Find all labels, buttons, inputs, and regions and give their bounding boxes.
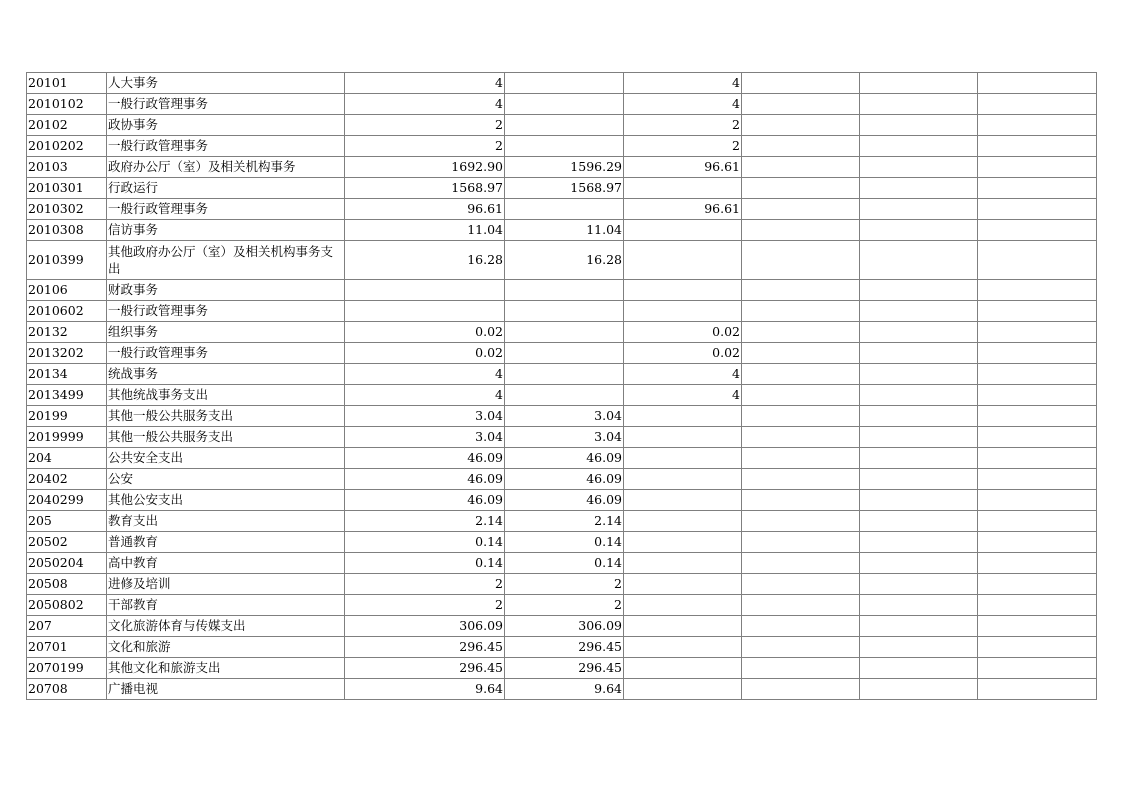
cell-empty: [860, 241, 978, 280]
cell-empty: [978, 220, 1097, 241]
cell-empty: [978, 241, 1097, 280]
cell-code: 20106: [27, 280, 107, 301]
table-row: [27, 574, 1097, 595]
cell-name: 教育支出: [107, 511, 345, 532]
cell-project: [624, 574, 742, 595]
cell-empty: [742, 385, 860, 406]
cell-total: 4: [345, 364, 505, 385]
cell-empty: [860, 406, 978, 427]
table-row: [27, 157, 1097, 178]
cell-total: 46.09: [345, 490, 505, 511]
cell-project: 4: [624, 94, 742, 115]
cell-empty: [860, 658, 978, 679]
cell-empty: [742, 679, 860, 700]
table-row: [27, 136, 1097, 157]
cell-empty: [742, 199, 860, 220]
cell-empty: [860, 595, 978, 616]
cell-name: 信访事务: [107, 220, 345, 241]
cell-total: 306.09: [345, 616, 505, 637]
table-row: [27, 616, 1097, 637]
table-row: [27, 115, 1097, 136]
cell-total: 46.09: [345, 448, 505, 469]
cell-project: [624, 511, 742, 532]
cell-empty: [978, 280, 1097, 301]
cell-empty: [860, 178, 978, 199]
cell-empty: [742, 280, 860, 301]
cell-project: [624, 280, 742, 301]
cell-project: 2: [624, 115, 742, 136]
cell-project: [624, 220, 742, 241]
cell-empty: [742, 301, 860, 322]
cell-code: 20103: [27, 157, 107, 178]
cell-name: 其他一般公共服务支出: [107, 406, 345, 427]
cell-empty: [978, 532, 1097, 553]
cell-code: 20132: [27, 322, 107, 343]
cell-empty: [978, 448, 1097, 469]
cell-empty: [978, 94, 1097, 115]
cell-empty: [978, 427, 1097, 448]
cell-empty: [978, 406, 1097, 427]
table-row: [27, 241, 1097, 280]
table-row: [27, 490, 1097, 511]
cell-code: 20508: [27, 574, 107, 595]
cell-code: 20402: [27, 469, 107, 490]
cell-empty: [978, 658, 1097, 679]
cell-name: 一般行政管理事务: [107, 94, 345, 115]
cell-empty: [978, 511, 1097, 532]
cell-basic: 306.09: [505, 616, 624, 637]
cell-basic: 2.14: [505, 511, 624, 532]
cell-basic: [505, 364, 624, 385]
cell-empty: [978, 322, 1097, 343]
cell-name: 其他政府办公厅（室）及相关机构事务支出: [107, 241, 345, 280]
cell-basic: [505, 115, 624, 136]
cell-code: 2019999: [27, 427, 107, 448]
cell-basic: 9.64: [505, 679, 624, 700]
cell-total: 16.28: [345, 241, 505, 280]
cell-name: 公共安全支出: [107, 448, 345, 469]
table-row: [27, 94, 1097, 115]
cell-empty: [742, 553, 860, 574]
table-row: [27, 343, 1097, 364]
cell-empty: [860, 157, 978, 178]
cell-name: 干部教育: [107, 595, 345, 616]
cell-code: 2010602: [27, 301, 107, 322]
cell-empty: [978, 637, 1097, 658]
cell-code: 20102: [27, 115, 107, 136]
cell-project: 4: [624, 73, 742, 94]
cell-total: 4: [345, 94, 505, 115]
table-row: [27, 427, 1097, 448]
cell-code: 2010399: [27, 241, 107, 280]
cell-name: 普通教育: [107, 532, 345, 553]
cell-project: 4: [624, 385, 742, 406]
cell-empty: [860, 136, 978, 157]
cell-total: 2: [345, 574, 505, 595]
cell-total: [345, 301, 505, 322]
table-row: [27, 658, 1097, 679]
cell-empty: [742, 220, 860, 241]
cell-project: [624, 532, 742, 553]
cell-name: 一般行政管理事务: [107, 343, 345, 364]
cell-total: 0.02: [345, 343, 505, 364]
cell-empty: [860, 427, 978, 448]
cell-basic: 2: [505, 574, 624, 595]
cell-basic: [505, 94, 624, 115]
cell-code: 20502: [27, 532, 107, 553]
cell-total: 296.45: [345, 658, 505, 679]
table-row: [27, 595, 1097, 616]
cell-empty: [860, 364, 978, 385]
cell-empty: [978, 595, 1097, 616]
cell-empty: [978, 490, 1097, 511]
cell-basic: 3.04: [505, 406, 624, 427]
cell-project: [624, 490, 742, 511]
table-row: [27, 385, 1097, 406]
cell-empty: [860, 679, 978, 700]
cell-empty: [978, 157, 1097, 178]
cell-empty: [978, 616, 1097, 637]
cell-empty: [860, 448, 978, 469]
cell-project: 4: [624, 364, 742, 385]
cell-project: [624, 427, 742, 448]
cell-project: [624, 595, 742, 616]
cell-total: 3.04: [345, 427, 505, 448]
cell-code: 205: [27, 511, 107, 532]
cell-project: [624, 658, 742, 679]
cell-total: 1692.90: [345, 157, 505, 178]
cell-empty: [978, 136, 1097, 157]
table-row: [27, 448, 1097, 469]
cell-total: [345, 280, 505, 301]
cell-code: 20134: [27, 364, 107, 385]
cell-empty: [978, 385, 1097, 406]
table-row: [27, 679, 1097, 700]
cell-basic: 0.14: [505, 532, 624, 553]
cell-project: 96.61: [624, 199, 742, 220]
cell-basic: [505, 343, 624, 364]
cell-project: [624, 406, 742, 427]
cell-name: 其他统战事务支出: [107, 385, 345, 406]
cell-empty: [742, 115, 860, 136]
cell-code: 2040299: [27, 490, 107, 511]
cell-name: 政协事务: [107, 115, 345, 136]
cell-empty: [978, 574, 1097, 595]
cell-empty: [978, 115, 1097, 136]
cell-code: 204: [27, 448, 107, 469]
cell-empty: [742, 136, 860, 157]
cell-empty: [860, 532, 978, 553]
cell-empty: [860, 280, 978, 301]
cell-name: 一般行政管理事务: [107, 136, 345, 157]
cell-code: 20101: [27, 73, 107, 94]
cell-project: 96.61: [624, 157, 742, 178]
cell-name: 进修及培训: [107, 574, 345, 595]
cell-empty: [860, 616, 978, 637]
cell-name: 广播电视: [107, 679, 345, 700]
cell-code: 2050802: [27, 595, 107, 616]
cell-total: 2: [345, 595, 505, 616]
cell-empty: [742, 178, 860, 199]
cell-project: 2: [624, 136, 742, 157]
cell-name: 行政运行: [107, 178, 345, 199]
cell-code: 20199: [27, 406, 107, 427]
cell-project: [624, 553, 742, 574]
expenditure-table: [26, 72, 1097, 700]
cell-code: 2050204: [27, 553, 107, 574]
cell-name: 财政事务: [107, 280, 345, 301]
cell-empty: [860, 73, 978, 94]
cell-empty: [978, 679, 1097, 700]
cell-empty: [742, 616, 860, 637]
cell-total: 2: [345, 115, 505, 136]
cell-empty: [742, 595, 860, 616]
cell-code: 2070199: [27, 658, 107, 679]
cell-total: 0.02: [345, 322, 505, 343]
table-row: [27, 553, 1097, 574]
cell-empty: [860, 115, 978, 136]
cell-empty: [978, 343, 1097, 364]
cell-empty: [742, 532, 860, 553]
table-row: [27, 637, 1097, 658]
cell-empty: [860, 553, 978, 574]
cell-project: 0.02: [624, 343, 742, 364]
cell-project: [624, 448, 742, 469]
cell-code: 20708: [27, 679, 107, 700]
cell-name: 统战事务: [107, 364, 345, 385]
cell-basic: 296.45: [505, 658, 624, 679]
cell-project: [624, 469, 742, 490]
cell-name: 高中教育: [107, 553, 345, 574]
cell-basic: 46.09: [505, 490, 624, 511]
cell-basic: [505, 136, 624, 157]
cell-name: 人大事务: [107, 73, 345, 94]
table-body: [27, 73, 1097, 700]
table-row: [27, 220, 1097, 241]
cell-empty: [742, 73, 860, 94]
cell-total: 3.04: [345, 406, 505, 427]
cell-total: 1568.97: [345, 178, 505, 199]
cell-basic: 46.09: [505, 448, 624, 469]
cell-empty: [742, 406, 860, 427]
cell-basic: 16.28: [505, 241, 624, 280]
cell-code: 2010302: [27, 199, 107, 220]
table-row: [27, 511, 1097, 532]
cell-basic: 0.14: [505, 553, 624, 574]
table-row: [27, 532, 1097, 553]
cell-project: [624, 178, 742, 199]
cell-total: 96.61: [345, 199, 505, 220]
table-row: [27, 280, 1097, 301]
cell-total: 4: [345, 385, 505, 406]
cell-empty: [978, 73, 1097, 94]
cell-empty: [860, 199, 978, 220]
cell-empty: [978, 469, 1097, 490]
cell-empty: [860, 301, 978, 322]
cell-empty: [860, 322, 978, 343]
cell-total: 9.64: [345, 679, 505, 700]
cell-empty: [860, 637, 978, 658]
cell-project: 0.02: [624, 322, 742, 343]
cell-basic: 11.04: [505, 220, 624, 241]
cell-project: [624, 301, 742, 322]
cell-empty: [860, 490, 978, 511]
cell-total: 4: [345, 73, 505, 94]
cell-empty: [742, 241, 860, 280]
cell-name: 组织事务: [107, 322, 345, 343]
cell-total: 46.09: [345, 469, 505, 490]
cell-empty: [742, 157, 860, 178]
cell-name: 政府办公厅（室）及相关机构事务: [107, 157, 345, 178]
table-row: [27, 364, 1097, 385]
cell-project: [624, 679, 742, 700]
cell-total: 2: [345, 136, 505, 157]
cell-empty: [860, 511, 978, 532]
cell-basic: 46.09: [505, 469, 624, 490]
cell-basic: 3.04: [505, 427, 624, 448]
cell-empty: [978, 178, 1097, 199]
table-row: [27, 322, 1097, 343]
cell-code: 2010202: [27, 136, 107, 157]
table-row: [27, 406, 1097, 427]
cell-code: 2013202: [27, 343, 107, 364]
cell-total: 0.14: [345, 532, 505, 553]
cell-name: 文化和旅游: [107, 637, 345, 658]
cell-name: 公安: [107, 469, 345, 490]
cell-code: 2010102: [27, 94, 107, 115]
cell-basic: 1596.29: [505, 157, 624, 178]
table-row: [27, 199, 1097, 220]
cell-total: 0.14: [345, 553, 505, 574]
cell-empty: [860, 385, 978, 406]
cell-basic: [505, 280, 624, 301]
cell-name: 其他一般公共服务支出: [107, 427, 345, 448]
cell-name: 一般行政管理事务: [107, 301, 345, 322]
cell-name: 文化旅游体育与传媒支出: [107, 616, 345, 637]
table-row: [27, 73, 1097, 94]
cell-empty: [860, 343, 978, 364]
cell-code: 2013499: [27, 385, 107, 406]
table-row: [27, 178, 1097, 199]
cell-empty: [742, 364, 860, 385]
cell-basic: [505, 301, 624, 322]
cell-code: 2010301: [27, 178, 107, 199]
cell-empty: [742, 637, 860, 658]
cell-empty: [742, 322, 860, 343]
cell-basic: 296.45: [505, 637, 624, 658]
cell-basic: [505, 199, 624, 220]
cell-empty: [742, 490, 860, 511]
cell-project: [624, 241, 742, 280]
cell-empty: [978, 364, 1097, 385]
cell-empty: [978, 199, 1097, 220]
table-row: [27, 469, 1097, 490]
cell-basic: [505, 73, 624, 94]
cell-total: 2.14: [345, 511, 505, 532]
cell-code: 2010308: [27, 220, 107, 241]
cell-name: 其他文化和旅游支出: [107, 658, 345, 679]
cell-empty: [742, 469, 860, 490]
cell-empty: [742, 448, 860, 469]
cell-empty: [742, 574, 860, 595]
cell-name: 其他公安支出: [107, 490, 345, 511]
cell-empty: [978, 301, 1097, 322]
cell-project: [624, 616, 742, 637]
cell-basic: [505, 322, 624, 343]
cell-total: 11.04: [345, 220, 505, 241]
cell-empty: [860, 94, 978, 115]
cell-code: 20701: [27, 637, 107, 658]
cell-name: 一般行政管理事务: [107, 199, 345, 220]
cell-empty: [742, 658, 860, 679]
cell-empty: [860, 469, 978, 490]
cell-empty: [860, 220, 978, 241]
cell-project: [624, 637, 742, 658]
cell-empty: [860, 574, 978, 595]
cell-total: 296.45: [345, 637, 505, 658]
cell-empty: [742, 427, 860, 448]
cell-empty: [978, 553, 1097, 574]
cell-empty: [742, 343, 860, 364]
cell-basic: 2: [505, 595, 624, 616]
cell-empty: [742, 511, 860, 532]
cell-basic: 1568.97: [505, 178, 624, 199]
cell-basic: [505, 385, 624, 406]
cell-empty: [742, 94, 860, 115]
cell-code: 207: [27, 616, 107, 637]
table-row: [27, 301, 1097, 322]
